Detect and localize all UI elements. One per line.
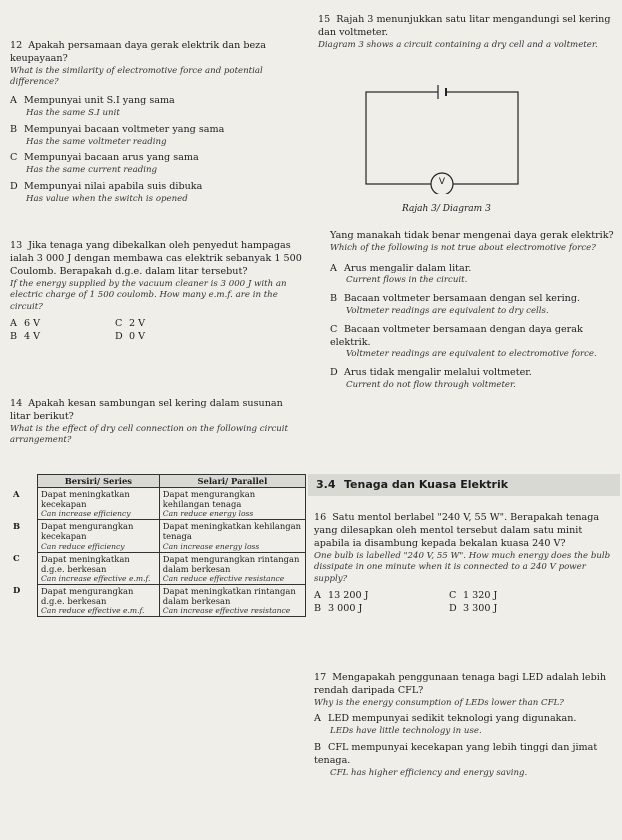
q12-option-d[interactable]: D Mempunyai nilai apabila suis dibuka Has value when the switch is opened: [10, 180, 203, 204]
q12-option-c[interactable]: C Mempunyai bacaan arus yang sama Has the same current reading: [10, 152, 199, 176]
question-15-stem-en: Diagram 3 shows a circuit containing a dry cell and a voltmeter.: [318, 39, 598, 50]
q14-table-header: [10, 475, 306, 488]
question-15-question-en: Which of the following is not true about electromotive force?: [330, 242, 596, 253]
q14-cell-series: Dapat mengurangkan d.g.e. berkesan Can reduce effective e.m.f.: [38, 584, 160, 616]
q13-option-b[interactable]: B 4 V: [10, 330, 41, 342]
q12-option-a[interactable]: A Mempunyai unit S.I yang sama Has the same S.I unit: [10, 95, 175, 118]
question-13: [10, 240, 302, 343]
q17-option-b[interactable]: B CFL mempunyai kecekapan yang lebih tinggi dan jimat tenaga. CFL has higher efficiency and energy saving.: [314, 742, 598, 778]
q15-option-c[interactable]: C Bacaan voltmeter bersamaan dengan daya gerak elektrik. Voltmeter readings are equivalent to electromotive force.: [330, 323, 597, 360]
question-15-question: Yang manakah tidak benar mengenai daya gerak elektrik?: [330, 230, 614, 241]
question-16-stem-en: One bulb is labelled "240 V, 55 W". How much energy does the bulb dissipate in one minute when it is connected to a 240 V power supply?: [314, 550, 611, 584]
q13-option-c[interactable]: C 2 V: [115, 317, 146, 329]
question-16-stem: 16 Satu mentol berlabel "240 V, 55 W". Berapakah tenaga yang dilesapkan oleh mentol tersebut dalam satu minit apabila ia disambung kepada bekalan kuasa 240 V?: [314, 512, 600, 549]
q14-table: [10, 474, 306, 617]
q14-row-letter: D: [10, 584, 38, 616]
q14-cell-parallel: Dapat mengurangkan kehilangan tenaga Can reduce energy loss: [159, 488, 305, 520]
section-title: Tenaga dan Kuasa Elektrik: [344, 478, 509, 491]
question-14-stem-en: What is the effect of dry cell connection on the following circuit arrangement?: [10, 423, 289, 446]
question-17: [314, 672, 618, 779]
section-header: [308, 474, 620, 496]
question-14-stem: 14 Apakah kesan sambungan sel kering dalam susunan litar berikut?: [10, 398, 283, 422]
q16-option-b[interactable]: B 3 000 J: [314, 602, 363, 614]
q14-row-d[interactable]: [10, 584, 306, 616]
q12-option-b[interactable]: B Mempunyai bacaan voltmeter yang sama Has the same voltmeter reading: [10, 123, 225, 147]
q14-cell-parallel: Dapat meningkatkan rintangan dalam berkesan Can increase effective resistance: [159, 584, 305, 616]
q15-option-d[interactable]: D Arus tidak mengalir melalui voltmeter. Current do not flow through voltmeter.: [330, 367, 532, 390]
q13-option-d[interactable]: D 0 V: [115, 330, 146, 342]
q15-option-a[interactable]: A Arus mengalir dalam litar. Current flows in the circuit.: [330, 262, 472, 286]
q14-header-parallel: Selari/ Parallel: [159, 475, 305, 488]
q14-cell-series: Dapat meningkatkan kecekapan Can increase efficiency: [38, 488, 160, 520]
question-13-stem-en: If the energy supplied by the vacuum cleaner is 3 000 J with an electric charge of 1 500 coulomb. How many e.m.f. are in the circuit?: [10, 278, 287, 312]
q14-row-c[interactable]: [10, 552, 306, 584]
q14-row-b[interactable]: [10, 520, 306, 552]
diagram-caption: Rajah 3/ Diagram 3: [402, 204, 491, 214]
q14-row-letter: B: [10, 520, 38, 552]
q14-cell-parallel: Dapat mengurangkan rintangan dalam berkesan Can reduce effective resistance: [159, 552, 305, 584]
q13-options: [10, 318, 210, 344]
question-17-stem-en: Why is the energy consumption of LEDs lower than CFL?: [314, 697, 564, 708]
q16-options: [314, 590, 574, 616]
q15-option-b[interactable]: B Bacaan voltmeter bersamaan dengan sel kering. Voltmeter readings are equivalent to dry cells.: [330, 293, 581, 316]
q14-header-series: Bersiri/ Series: [38, 475, 160, 488]
voltmeter-label: V: [438, 177, 446, 187]
q14-cell-parallel: Dapat meningkatkan kehilangan tenaga Can increase energy loss: [159, 520, 305, 552]
question-15-stem: 15 Rajah 3 menunjukkan satu litar mengandungi sel kering dan voltmeter.: [318, 14, 611, 38]
question-15-body: [330, 230, 616, 392]
question-13-stem: 13 Jika tenaga yang dibekalkan oleh penyedut hampagas ialah 3 000 J dengan membawa cas elektrik sebanyak 1 500 Coulomb. Berapakah d.g.e. dalam litar tersebut?: [10, 240, 302, 277]
question-14: [10, 398, 302, 447]
question-12-stem: 12 Apakah persamaan daya gerak elektrik dan beza keupayaan?: [10, 40, 266, 64]
section-number: 3.4: [316, 478, 336, 491]
q14-cell-series: Dapat mengurangkan kecekapan Can reduce efficiency: [38, 520, 160, 552]
question-17-stem: 17 Mengapakah penggunaan tenaga bagi LED adalah lebih rendah daripada CFL?: [314, 672, 606, 696]
q17-option-a[interactable]: A LED mempunyai sedikit teknologi yang digunakan. LEDs have little technology in use.: [314, 713, 577, 737]
question-12-stem-en: What is the similarity of electromotive force and potential difference?: [10, 65, 263, 88]
q16-option-d[interactable]: D 3 300 J: [449, 602, 498, 614]
question-16: [314, 512, 618, 615]
q14-row-letter: A: [10, 488, 38, 520]
q16-option-a[interactable]: A 13 200 J: [314, 589, 369, 601]
circuit-wire: [366, 92, 518, 184]
q16-option-c[interactable]: C 1 320 J: [449, 589, 498, 601]
q13-option-a[interactable]: A 6 V: [10, 317, 41, 329]
question-15: [318, 14, 616, 51]
q14-row-a[interactable]: [10, 488, 306, 520]
question-12: [10, 40, 302, 205]
q14-cell-series: Dapat meningkatkan d.g.e. berkesan Can increase effective e.m.f.: [38, 552, 160, 584]
q14-row-letter: C: [10, 552, 38, 584]
